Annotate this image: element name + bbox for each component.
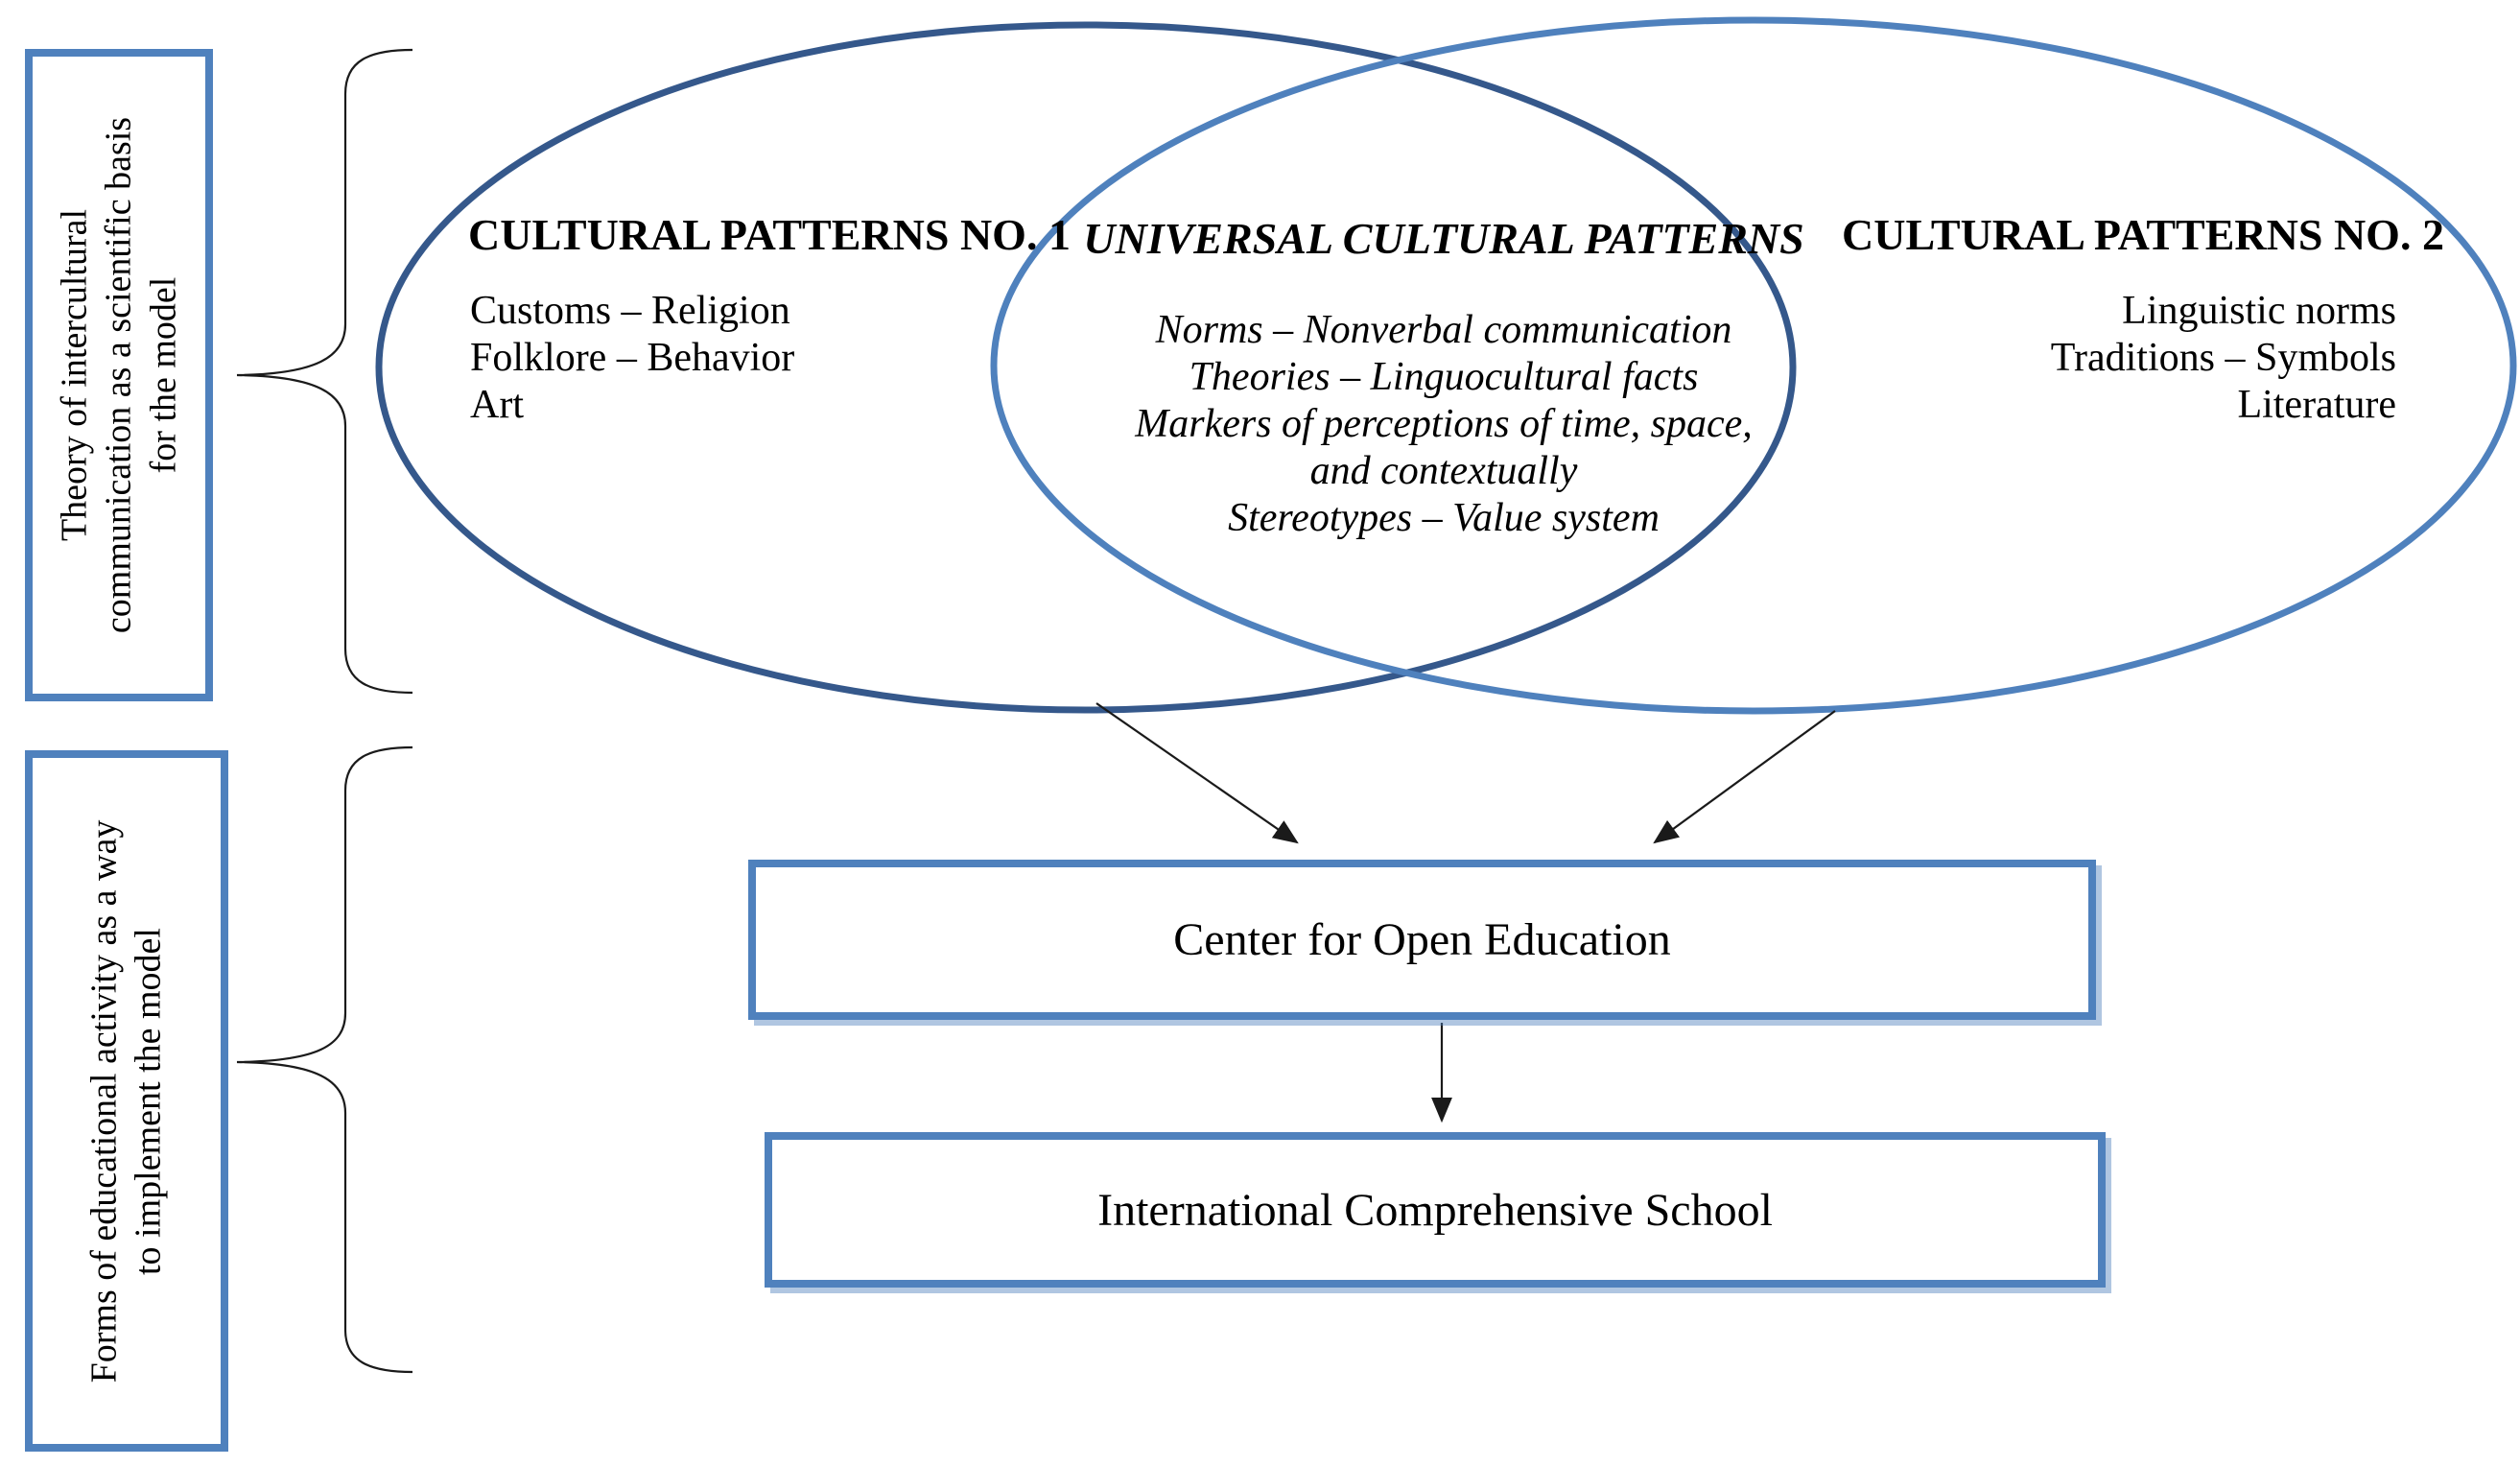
theory-label-line-1: Theory of intercultural	[54, 208, 95, 542]
cultural-patterns-2-list	[2005, 288, 2396, 429]
list-item: Customs – Religion	[470, 289, 790, 333]
center-for-open-education-box	[748, 860, 2096, 1020]
list-item: Linguistic norms	[2122, 289, 2396, 333]
cultural-patterns-1-list	[470, 288, 794, 429]
cultural-patterns-2-heading: CULTURAL PATTERNS NO. 2	[1842, 210, 2444, 259]
school-box-label: International Comprehensive School	[1097, 1184, 1773, 1236]
theory-section-box	[25, 49, 213, 701]
arrow-left-ellipse-to-center	[1096, 703, 1297, 842]
forms-section-box	[25, 750, 228, 1452]
theory-label-line-2: communication as a scientific basis	[98, 116, 139, 634]
universal-patterns-heading: UNIVERSAL CULTURAL PATTERNS	[1083, 214, 1804, 263]
forms-label-line-2: to implement the model	[129, 927, 169, 1275]
list-item: and contextually	[1309, 449, 1578, 493]
list-item: Stereotypes – Value system	[1228, 496, 1660, 540]
list-item: Norms – Nonverbal communication	[1155, 308, 1732, 352]
forms-label-line-1: Forms of educational activity as a way	[83, 819, 125, 1383]
theory-section-label	[52, 117, 185, 633]
brace-theory-section	[237, 50, 412, 693]
list-item: Traditions – Symbols	[2050, 336, 2396, 380]
theory-label-line-3: for the model	[143, 276, 184, 474]
brace-forms-section	[237, 747, 412, 1372]
universal-patterns-list	[1060, 307, 1827, 542]
list-item: Folklore – Behavior	[470, 336, 795, 380]
cultural-patterns-1-heading: CULTURAL PATTERNS NO. 1	[468, 210, 1071, 259]
list-item: Markers of perceptions of time, space,	[1135, 402, 1753, 446]
list-item: Literature	[2237, 383, 2396, 427]
arrow-right-ellipse-to-center	[1655, 711, 1835, 842]
list-item: Art	[470, 383, 524, 427]
list-item: Theories – Linguocultural facts	[1189, 355, 1699, 399]
forms-section-label	[82, 819, 172, 1383]
international-comprehensive-school-box	[765, 1132, 2106, 1288]
center-box-label: Center for Open Education	[1173, 914, 1671, 965]
